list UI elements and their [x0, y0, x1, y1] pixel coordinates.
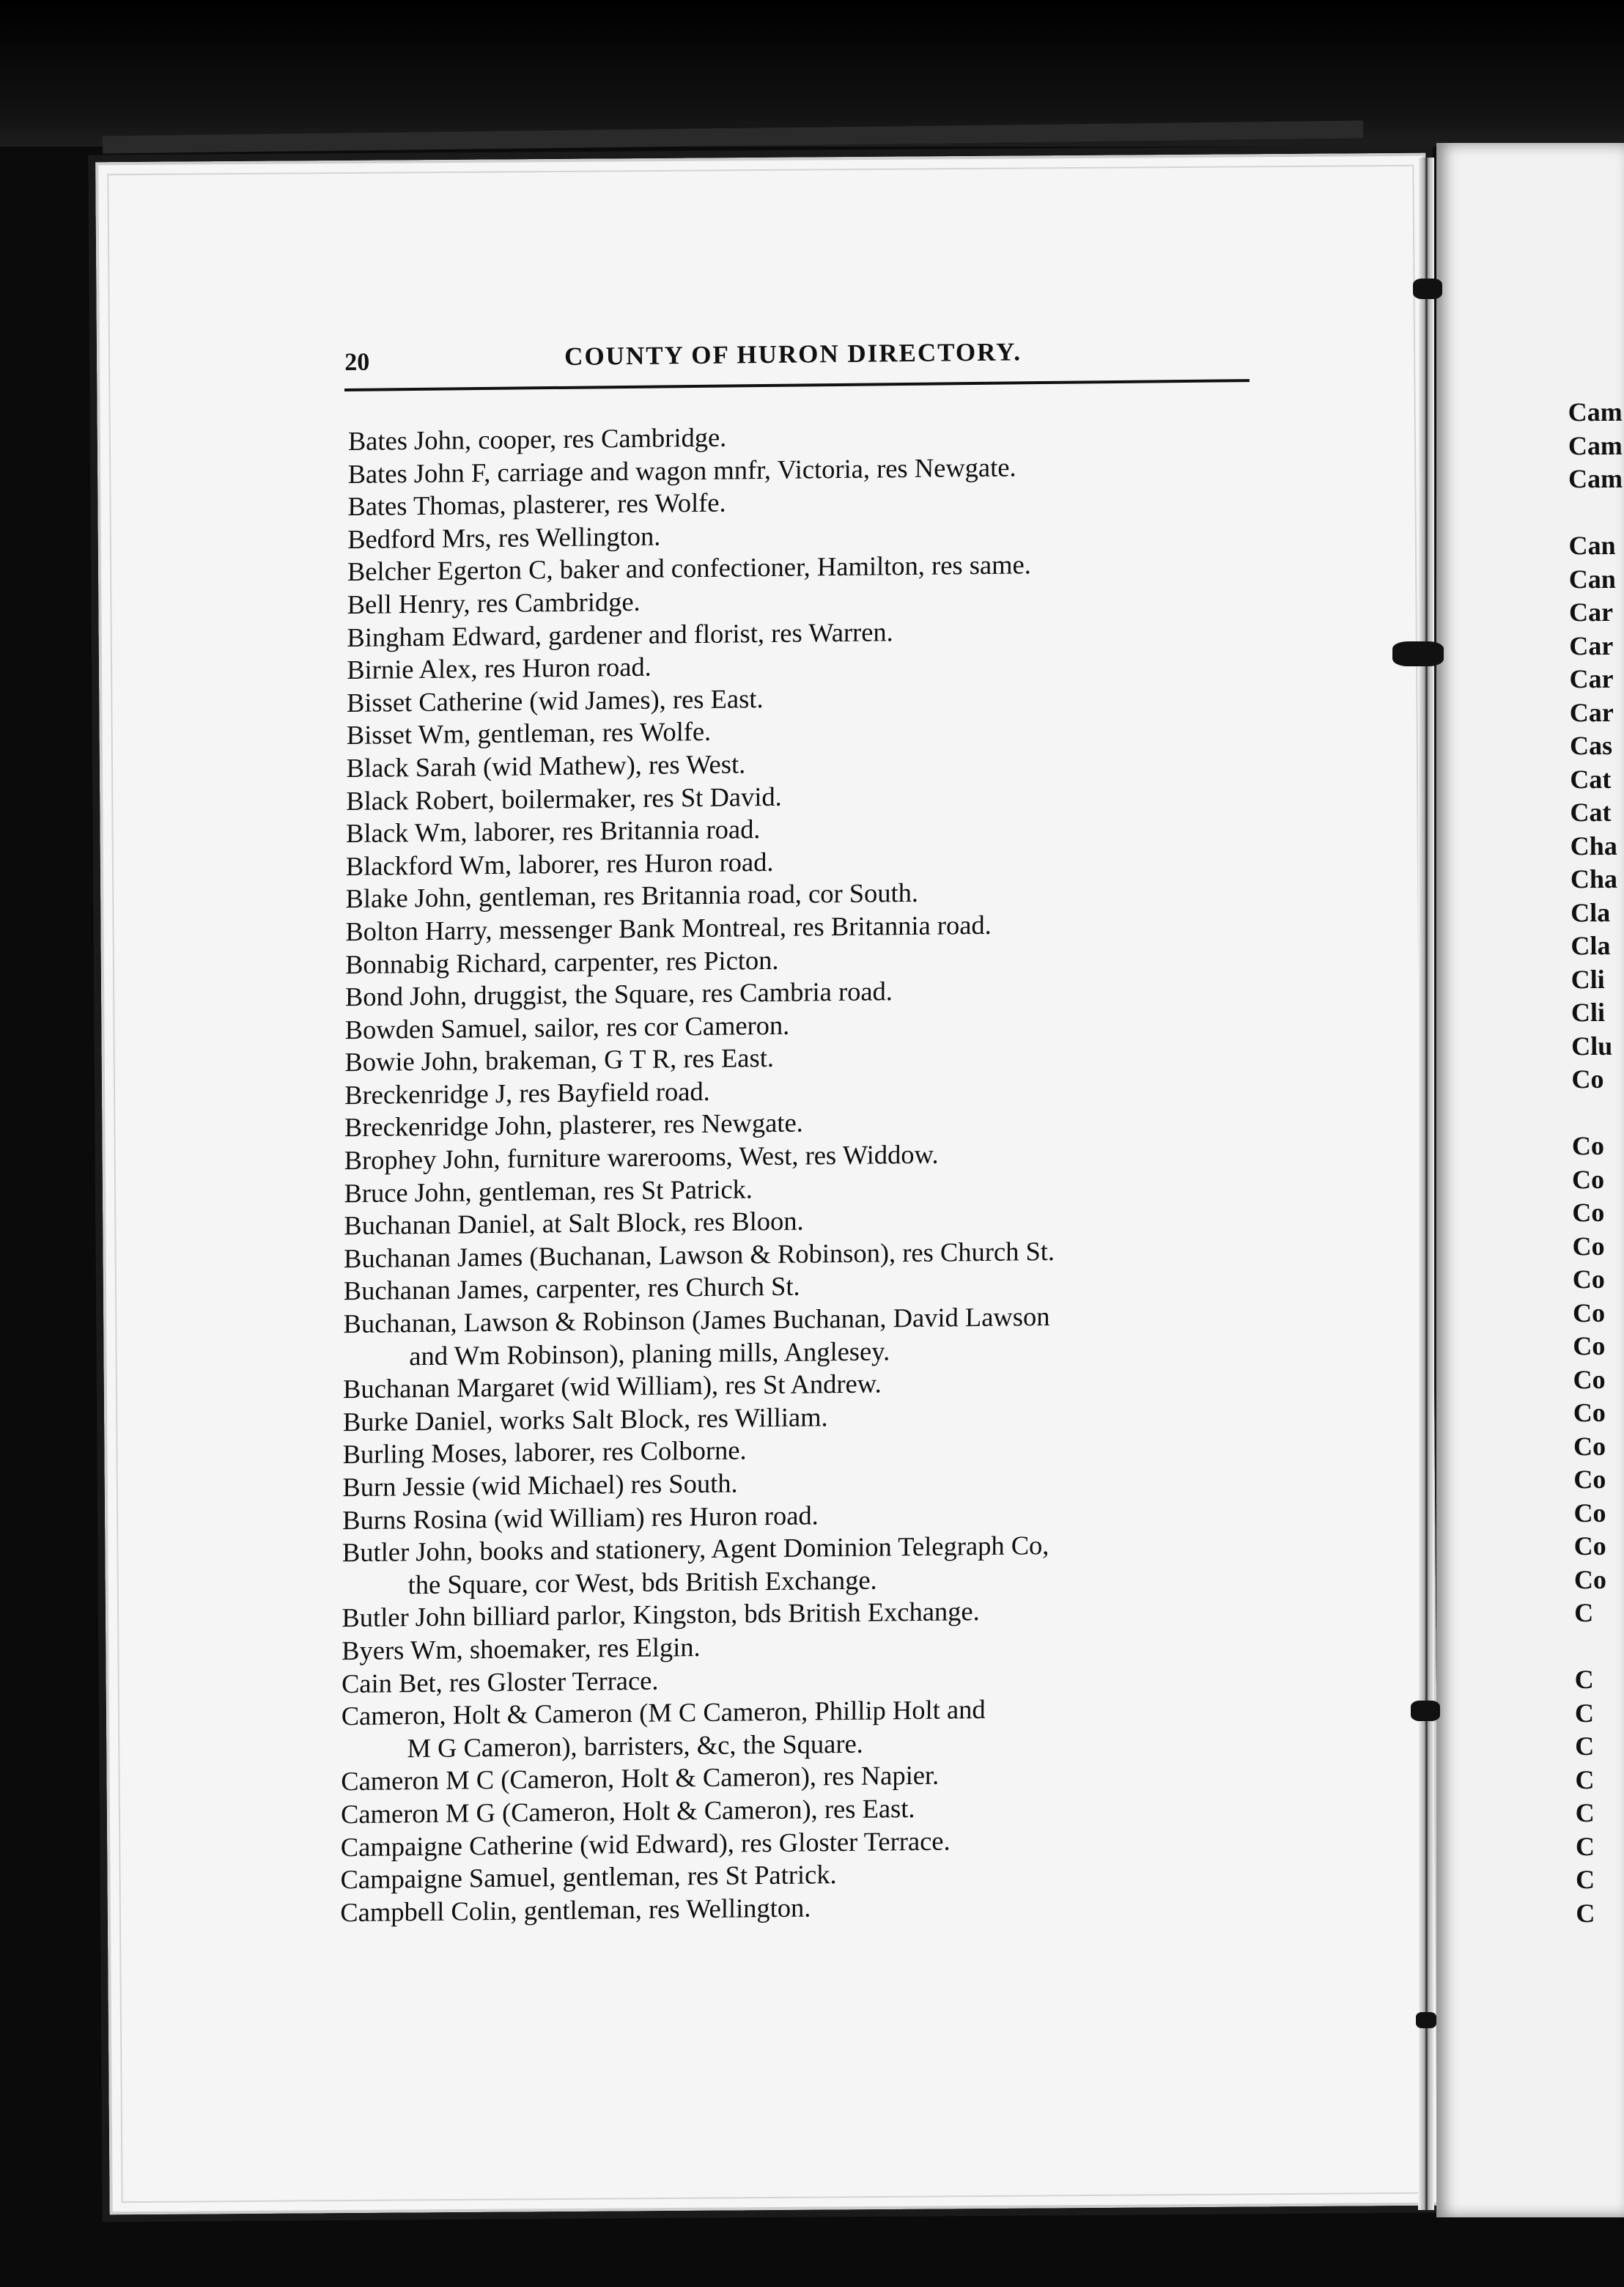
- entry-text: Buchanan Daniel, at Salt Block, res Bloon.: [344, 1205, 804, 1241]
- fragment-text: C: [1574, 1665, 1594, 1695]
- fragment-text: Can: [1568, 530, 1616, 561]
- fragment-text: Car: [1568, 597, 1614, 627]
- fragment-text: Car: [1569, 663, 1614, 694]
- fragment-text: Cam: [1568, 397, 1623, 427]
- fragment-text: Co: [1573, 1397, 1606, 1428]
- fragment-text: Co: [1572, 1297, 1606, 1327]
- entry-text: Breckenridge John, plasterer, res Newgate.: [344, 1108, 803, 1143]
- entry-text: Bolton Harry, messenger Bank Montreal, res Britannia road.: [345, 909, 992, 946]
- fragment-text: Clu: [1571, 1031, 1613, 1061]
- fragment-text: Co: [1573, 1564, 1607, 1594]
- fragment-text: Cli: [1571, 997, 1606, 1028]
- fragment-text: Cam: [1568, 430, 1623, 460]
- fragment-text: Cli: [1571, 964, 1605, 994]
- entry-text: Bisset Catherine (wid James), res East.: [346, 682, 764, 718]
- binding-stitch: [1392, 641, 1444, 666]
- right-page-text-fragments: [1568, 396, 1624, 1930]
- entry-text: Burling Moses, laborer, res Colborne.: [342, 1435, 747, 1470]
- fragment-text: Car: [1569, 697, 1614, 727]
- fragment-text: Can: [1568, 564, 1616, 594]
- entry-text: Bell Henry, res Cambridge.: [347, 586, 641, 619]
- fragment-text: [1574, 1629, 1624, 1663]
- fragment-text: Car: [1569, 630, 1614, 660]
- fragment-text: Co: [1572, 1264, 1605, 1295]
- entry-text: Cameron, Holt & Cameron (M C Cameron, Phillip Holt and: [341, 1694, 986, 1731]
- entry-text: Cameron M C (Cameron, Holt & Cameron), res Napier.: [341, 1759, 940, 1797]
- fragment-text: Co: [1572, 1197, 1605, 1228]
- entry-text: Butler John, books and stationery, Agent Dominion Telegraph Co,: [342, 1530, 1049, 1568]
- entry-text: Breckenridge J, res Bayfield road.: [344, 1075, 710, 1110]
- fragment-text: C: [1575, 1798, 1595, 1828]
- fragment-text: Cas: [1569, 730, 1613, 761]
- entry-text: Burns Rosina (wid William) res Huron road.: [342, 1499, 819, 1535]
- entry-text: Cameron M G (Cameron, Holt & Cameron), res East.: [340, 1792, 915, 1830]
- fragment-text: Co: [1573, 1364, 1606, 1394]
- fragment-text: C: [1574, 1598, 1594, 1628]
- fragment-text: Co: [1573, 1330, 1606, 1361]
- entry-continuation: and Wm Robinson), planing mills, Anglesey.: [409, 1335, 890, 1371]
- entry-text: Campaigne Samuel, gentleman, res St Patrick.: [340, 1859, 837, 1895]
- entry-text: Birnie Alex, res Huron road.: [347, 651, 652, 685]
- entry-continuation: M G Cameron), barristers, &c, the Square.: [407, 1728, 863, 1764]
- entry-text: Buchanan Margaret (wid William), res St Andrew.: [343, 1368, 882, 1404]
- entry-text: Brophey John, furniture warerooms, West, res Widdow.: [344, 1138, 939, 1176]
- binding-stitch: [1416, 2012, 1436, 2028]
- entry-text: Burn Jessie (wid Michael) res South.: [342, 1467, 738, 1503]
- directory-entry: [342, 1527, 1295, 1602]
- fragment-text: Co: [1573, 1531, 1606, 1561]
- fragment-text: [1568, 496, 1623, 529]
- entry-text: Bowden Samuel, sailor, res cor Cameron.: [344, 1009, 790, 1045]
- entry-text: Bruce John, gentleman, res St Patrick.: [344, 1173, 753, 1208]
- fragment-text: Cat: [1570, 797, 1612, 828]
- entry-text: Campaigne Catherine (wid Edward), res Gloster Terrace.: [340, 1825, 951, 1862]
- directory-entry: [341, 1690, 1293, 1766]
- entry-text: Burke Daniel, works Salt Block, res William.: [342, 1402, 828, 1437]
- binding-stitch: [1411, 1701, 1440, 1721]
- entry-text: Bedford Mrs, res Wellington.: [347, 520, 661, 554]
- fragment-text: Cha: [1570, 863, 1618, 894]
- fragment-text: C: [1575, 1764, 1595, 1794]
- entry-text: Buchanan James (Buchanan, Lawson & Robinson), res Church St.: [343, 1235, 1055, 1273]
- entry-text: Bingham Edward, gardener and florist, res Warren.: [347, 616, 893, 652]
- entry-text: Bisset Wm, gentleman, res Wolfe.: [346, 716, 712, 751]
- directory-entry: [343, 1298, 1296, 1374]
- fragment-text: C: [1575, 1831, 1595, 1861]
- entry-text: Campbell Colin, gentleman, res Wellington.: [340, 1892, 811, 1927]
- entry-text: Blake John, gentleman, res Britannia road, cor South.: [345, 877, 919, 914]
- entry-text: Blackford Wm, laborer, res Huron road.: [345, 846, 774, 881]
- entry-text: Black Sarah (wid Mathew), res West.: [346, 748, 746, 783]
- fragment-text: Co: [1571, 1064, 1604, 1094]
- entry-text: Bond John, druggist, the Square, res Cambria road.: [344, 976, 893, 1012]
- entry-continuation: the Square, cor West, bds British Exchange.: [407, 1564, 877, 1600]
- binding-stitch: [1413, 279, 1442, 299]
- entry-text: Black Robert, boilermaker, res St David.: [346, 781, 782, 816]
- entry-text: Bates John, cooper, res Cambridge.: [347, 421, 727, 457]
- fragment-text: C: [1575, 1731, 1595, 1761]
- entry-text: Butler John billiard parlor, Kingston, bds British Exchange.: [342, 1596, 980, 1633]
- entry-text: Byers Wm, shoemaker, res Elgin.: [342, 1632, 701, 1666]
- fragment-text: C: [1574, 1698, 1595, 1728]
- entry-text: Bonnabig Richard, carpenter, res Picton.: [345, 944, 779, 979]
- book-spine: [1418, 158, 1434, 2210]
- running-title: COUNTY OF HURON DIRECTORY.: [564, 337, 1022, 371]
- fragment-text: Co: [1571, 1130, 1604, 1161]
- fragment-text: Cla: [1571, 897, 1611, 927]
- entry-text: Bates John F, carriage and wagon mnfr, Victoria, res Newgate.: [347, 452, 1016, 489]
- fragment-text: Co: [1573, 1464, 1606, 1495]
- fragment-text: C: [1576, 1898, 1595, 1928]
- fragment-text: [1572, 1096, 1624, 1130]
- entry-text: Buchanan James, carpenter, res Church St.: [343, 1271, 800, 1306]
- entry-text: Bates Thomas, plasterer, res Wolfe.: [347, 487, 726, 522]
- fragment-text: Cam: [1568, 463, 1623, 494]
- fragment-text: Co: [1573, 1431, 1606, 1461]
- page-number: 20: [344, 348, 370, 376]
- entry-text: Black Wm, laborer, res Britannia road.: [345, 814, 761, 849]
- fragment-text: C: [1576, 1865, 1595, 1895]
- directory-entries: [340, 415, 1301, 1929]
- fragment-text: Co: [1572, 1231, 1605, 1261]
- entry-text: Belcher Egerton C, baker and confectioner, Hamilton, res same.: [347, 549, 1032, 587]
- fragment-text: Co: [1572, 1164, 1605, 1194]
- fragment-text: Cla: [1571, 930, 1611, 961]
- entry-text: Bowie John, brakeman, G T R, res East.: [344, 1042, 775, 1078]
- fragment-text: Cat: [1570, 764, 1612, 794]
- entry-text: Cain Bet, res Gloster Terrace.: [341, 1665, 659, 1698]
- entry-text: Buchanan, Lawson & Robinson (James Buchanan, David Lawson: [343, 1301, 1050, 1339]
- fragment-text: Co: [1573, 1498, 1606, 1528]
- fragment-text: Cha: [1570, 831, 1617, 861]
